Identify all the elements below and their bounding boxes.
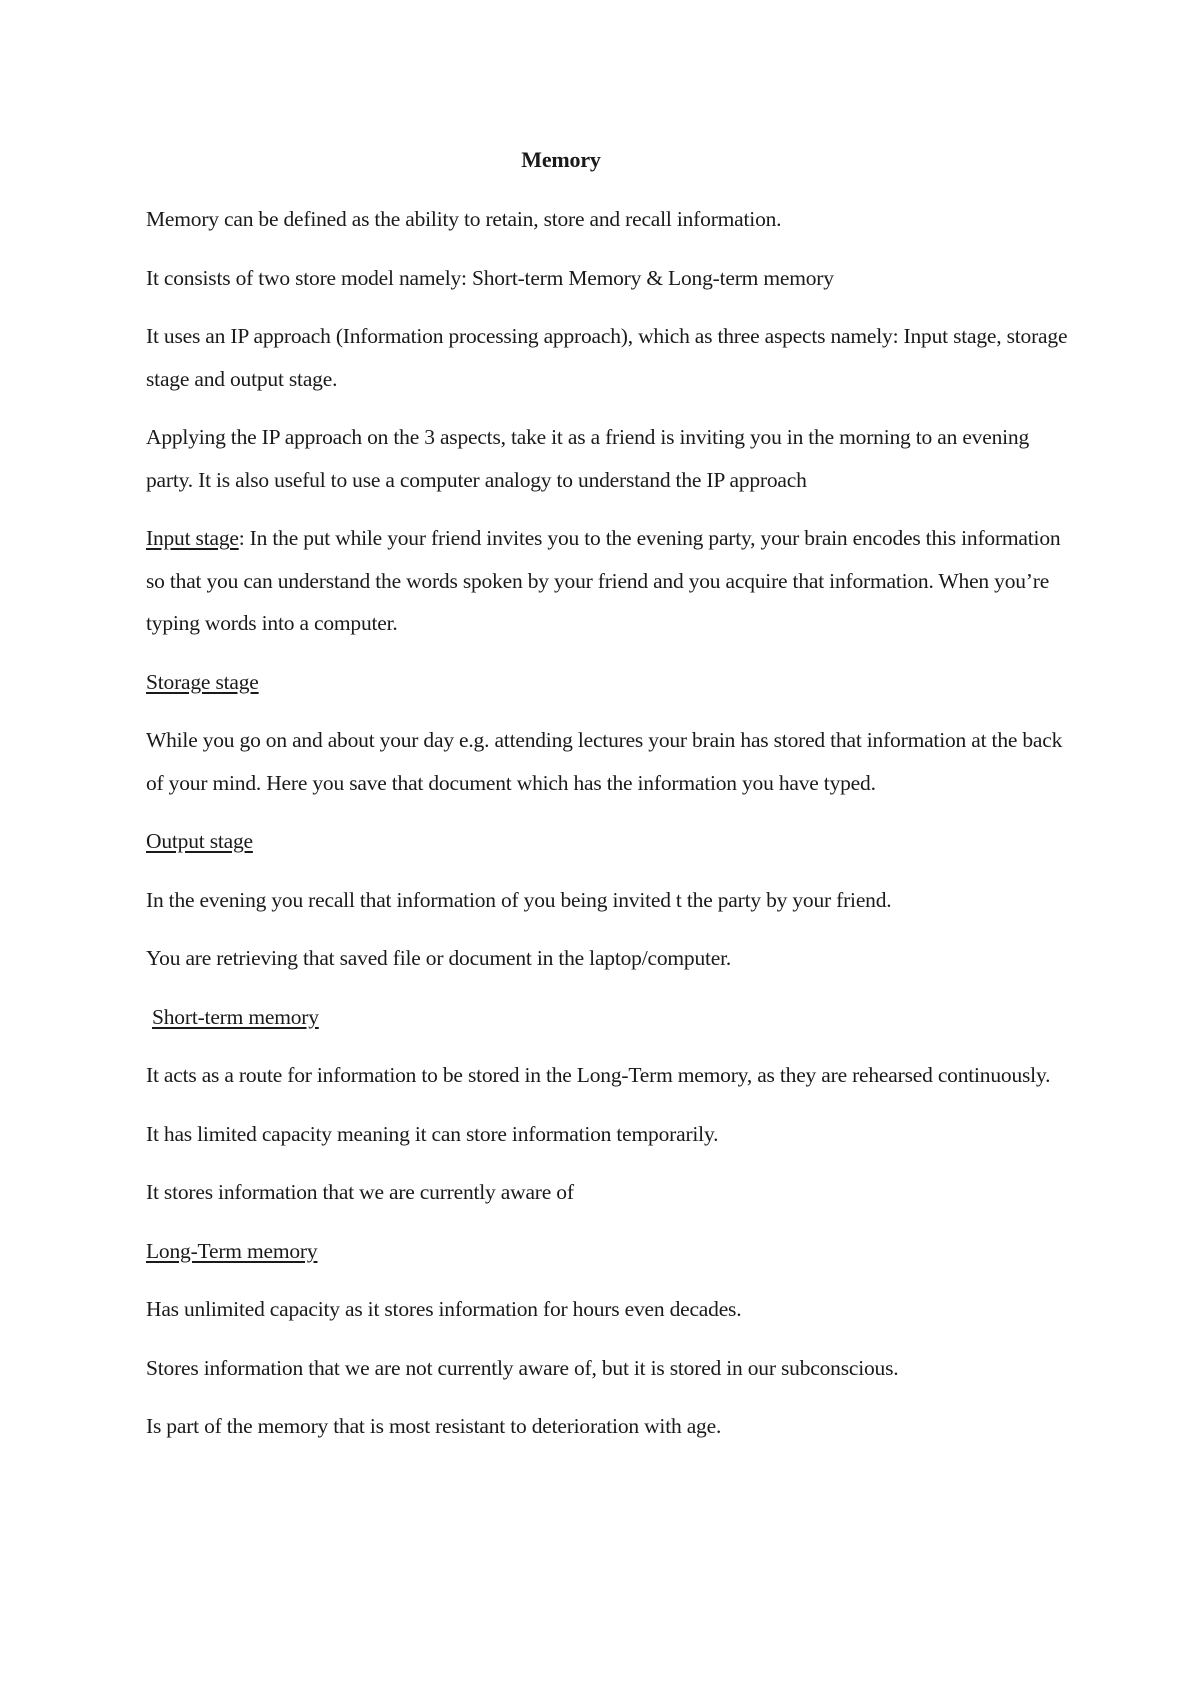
document-body	[146, 142, 1076, 1464]
paragraph-input-stage	[146, 517, 1076, 645]
paragraph-ltm-capacity: Has unlimited capacity as it stores information for hours even decades.	[146, 1297, 742, 1321]
paragraph-storage-stage: While you go on and about your day e.g. attending lectures your brain has stored that information at the back of your mind. Here you save that document which has the information you have typed.	[146, 728, 1063, 795]
paragraph-stm-route: It acts as a route for information to be stored in the Long-Term memory, as they are rehearsed continuously.	[146, 1063, 1051, 1087]
paragraph-output-retrieve: You are retrieving that saved file or document in the laptop/computer.	[146, 946, 732, 970]
paragraph-two-store-model: It consists of two store model namely: Short-term Memory & Long-term memory	[146, 265, 834, 290]
paragraph-ip-approach: It uses an IP approach (Information processing approach), which as three aspects namely: Input stage, storage stage and output stage.	[146, 324, 1068, 391]
paragraph-applying-ip: Applying the IP approach on the 3 aspects, take it as a friend is inviting you in the morning to an evening party. It is also useful to use a computer analogy to understand the IP approach	[146, 425, 1029, 492]
heading-output-stage-label: Output stage	[146, 829, 253, 853]
paragraph-stm-aware: It stores information that we are currently aware of	[146, 1180, 574, 1204]
document-title: Memory	[521, 147, 601, 172]
heading-short-term-memory-label: Short-term memory	[152, 1004, 319, 1029]
heading-output-stage	[146, 820, 1076, 863]
input-stage-text: : In the put while your friend invites you to the evening party, your brain encodes this information so that you can understand the words spoken by your friend and you acquire that information. When you’re typing words into a computer.	[146, 526, 1061, 635]
paragraph-definition: Memory can be defined as the ability to retain, store and recall information.	[146, 207, 782, 231]
heading-short-term-memory	[146, 996, 1076, 1039]
paragraph-stm-capacity: It has limited capacity meaning it can store information temporarily.	[146, 1121, 719, 1146]
heading-storage-stage-label: Storage stage	[146, 669, 259, 694]
heading-storage-stage	[146, 661, 1076, 704]
paragraph-output-recall: In the evening you recall that information of you being invited t the party by your friend.	[146, 887, 892, 912]
paragraph-ltm-subconscious: Stores information that we are not currently aware of, but it is stored in our subconscious.	[146, 1355, 899, 1380]
heading-long-term-memory-label: Long-Term memory	[146, 1238, 318, 1263]
heading-long-term-memory	[146, 1230, 1076, 1273]
paragraph-ltm-resistant: Is part of the memory that is most resistant to deterioration with age.	[146, 1414, 722, 1438]
heading-input-stage: Input stage	[146, 526, 239, 550]
